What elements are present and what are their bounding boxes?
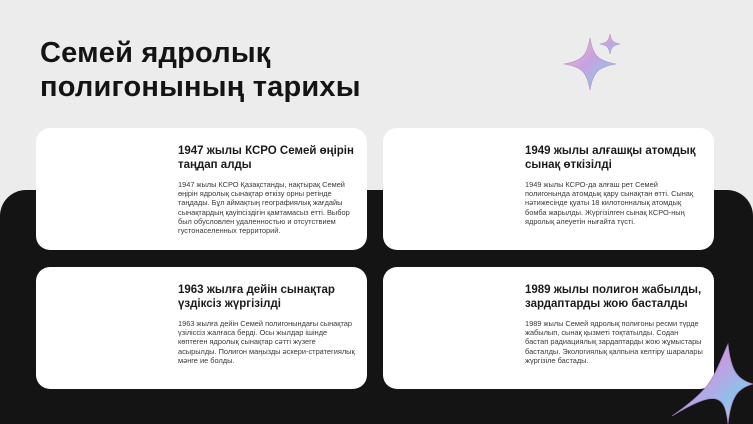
slide-title-line-1: Семей ядролық <box>40 37 271 69</box>
card-title: 1947 жылы КСРО Семей өңірін таңдап алды <box>178 145 354 171</box>
slide-title <box>40 36 361 104</box>
card-body: 1963 жылға дейін Семей полигонындағы сынақтар үзіліссіз жалғаса берді. Осы жылдар ішінде көптеген ядролық сынақтар сәтті жүзеге асырылды. Полигон маңызды әскери-стратегиялық мәнге ие болды. <box>178 319 355 365</box>
timeline-card-1949 <box>383 128 714 250</box>
timeline-card-1963 <box>36 267 367 389</box>
card-title: 1989 жылы полигон жабылды, зардаптарды жою басталды <box>525 284 702 310</box>
card-body: 1949 жылы КСРО-да алғаш рет Семей полигонында атомдық қару сынақтан өтті. Сынақ нәтижесінде қуаты 18 килотонналық атомдық бомба жарылды. Жүргізілген сынақ КСРО-ның ядролық әлеуетін нығайта түсті. <box>525 180 694 226</box>
card-title: 1963 жылға дейін сынақтар үздіксіз жүргізілді <box>178 284 335 310</box>
timeline-card-1989 <box>383 267 714 389</box>
card-body: 1947 жылы КСРО Қазақстанды, нақтырақ Семей өңірін ядролық сынақтар өткізу орны ретінде таңдады. Бұл аймақтың географиялық жағдайы сынақтардың қауіпсіздігін қамтамасыз етті. Выбор был обусловлен удаленностью и отсутствием густонаселенных территорий. <box>178 180 350 236</box>
timeline-card-1947 <box>36 128 367 250</box>
card-title: 1949 жылы алғашқы атомдық сынақ өткізілді <box>525 145 696 171</box>
slide-title-line-2: полигонының тарихы <box>40 71 361 103</box>
sparkle-star-icon <box>560 30 630 96</box>
card-body: 1989 жылы Семей ядролық полигоны ресми түрде жабылып, сынақ қызметі тоқтатылды. Содан бастап радиациялық зардаптарды жою жұмыстары басталды. Экологиялық қалпына келтіру шаралары жүргізіле бастады. <box>525 319 703 365</box>
sparkle-star-icon <box>668 342 753 424</box>
